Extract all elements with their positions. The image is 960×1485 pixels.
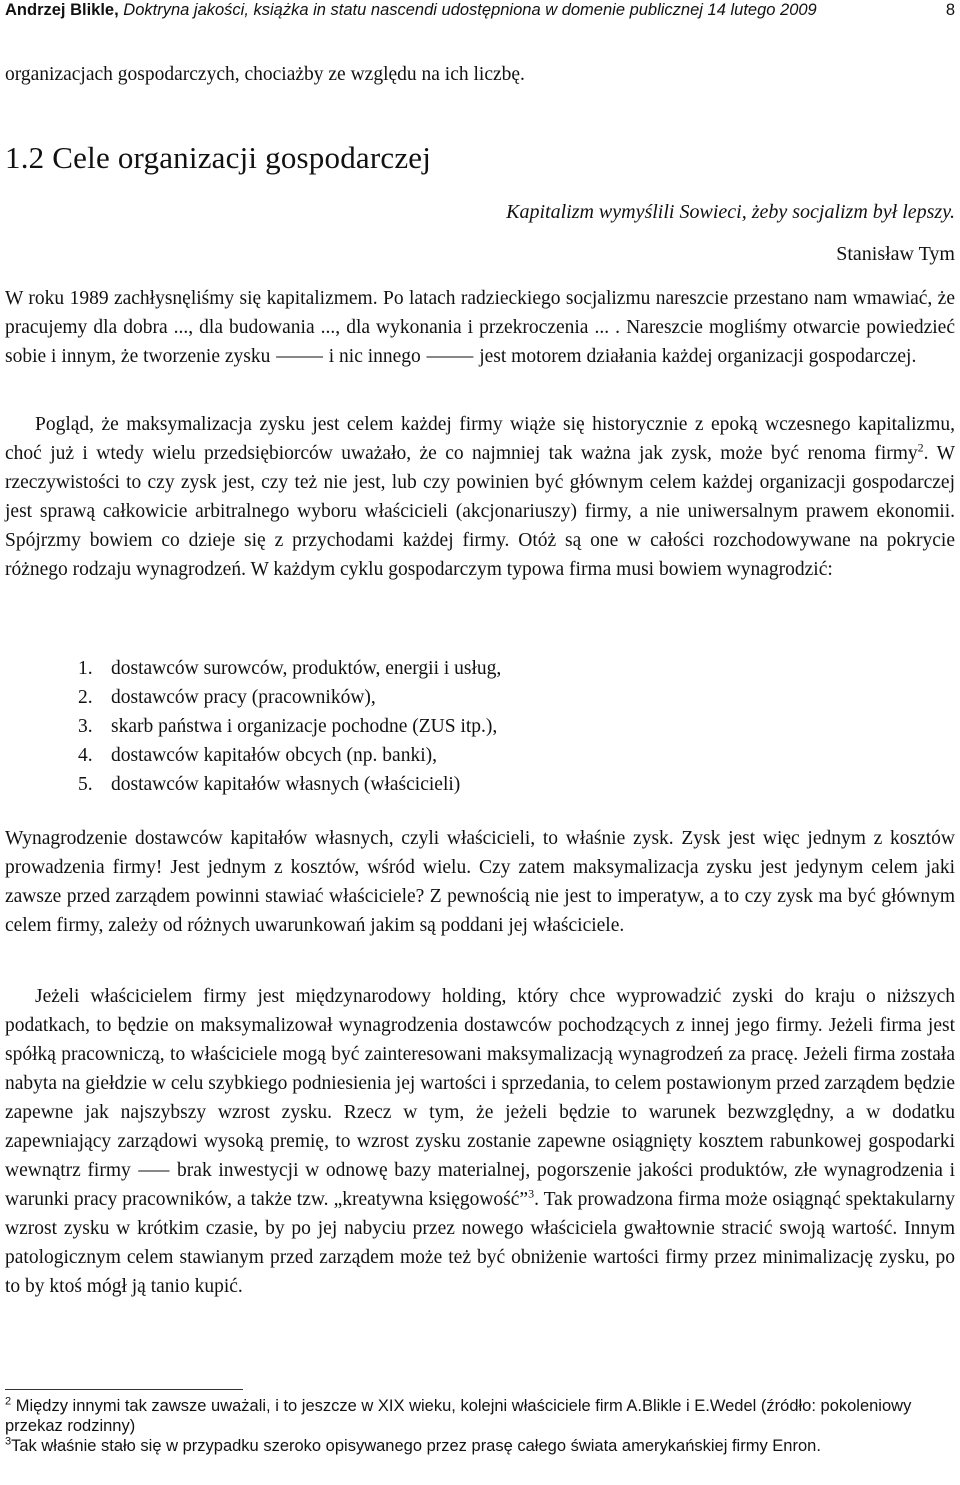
list-item <box>78 683 501 712</box>
footnote-text: Tak właśnie stało się w przypadku szeroko opisywanego przez prasę całego świata amerykańskiej firmy Enron. <box>11 1437 821 1455</box>
footnote-marker: 2 <box>5 1395 12 1408</box>
epigraph <box>5 198 955 269</box>
page-number: 8 <box>945 1 955 19</box>
footnote-separator <box>5 1389 243 1390</box>
list-item <box>78 770 501 799</box>
list-item-number: 4. <box>78 745 93 766</box>
header-author: Andrzej Blikle, <box>5 1 119 19</box>
list-item-text: dostawców surowców, produktów, energii i usług, <box>111 658 502 679</box>
footnote-ref-3[interactable]: 3 <box>528 1186 535 1201</box>
list-item-number: 2. <box>78 687 93 708</box>
footnote-marker: 3 <box>5 1435 12 1448</box>
paragraph-2 <box>5 410 955 584</box>
paragraph-4-text-b: . Tak prowadzona firma może osiągnąć spektakularny wzrost zysku w krótkim czasie, by po jej nabyciu przez nowego właściciela gwałtownie stracić swoją wartość. Innym patologicznym celem stawianym przed zarządem może też być obniżenie wartości firmy przez minimalizację zysku, po to by ktoś mógł ją tanio kupić. <box>5 1189 955 1297</box>
list-item <box>78 654 501 683</box>
section-heading: 1.2 Cele organizacji gospodarczej <box>5 140 432 175</box>
paragraph-1: W roku 1989 zachłysnęliśmy się kapitalizmem. Po latach radzieckiego socjalizmu nareszcie przestano nam wmawiać, że pracujemy dla dobra ..., dla budowania ..., dla wykonania i przekroczenia ... . Nareszcie mogliśmy otwarcie powiedzieć sobie i innym, że tworzenie zysku ⸻ i nic innego ⸻ jest motorem działania każdej organizacji gospodarczej. <box>5 288 955 367</box>
footnote-text: Między innymi tak zawsze uważali, i to jeszcze w XIX wieku, kolejni właściciele firm A.Blikle i E.Wedel (źródło: pokoleniowy przekaz rodzinny) <box>5 1397 912 1435</box>
epigraph-quote: Kapitalizm wymyślili Sowieci, żeby socjalizm był lepszy. <box>506 201 955 223</box>
list-item-text: dostawców pracy (pracowników), <box>111 687 376 708</box>
list-item-number: 5. <box>78 774 93 795</box>
footnotes <box>5 1396 955 1456</box>
footnote-ref-2[interactable]: 2 <box>917 440 924 455</box>
paragraph-4 <box>5 982 955 1301</box>
list-item-text: dostawców kapitałów obcych (np. banki), <box>111 745 437 766</box>
list-item <box>78 741 501 770</box>
remuneration-list <box>78 654 501 799</box>
epigraph-author: Stanisław Tym <box>836 243 955 265</box>
paragraph-4-text-a: Jeżeli właścicielem firmy jest międzynarodowy holding, który chce wyprowadzić zyski do kraju o niższych podatkach, to będzie on maksymalizował wynagrodzenia dostawców pochodzących z innej jego firmy. Jeżeli firma jest spółką pracowniczą, to właściciele mogą być zainteresowani maksymalizacją wynagrodzeń za pracę. Jeżeli firma została nabyta na giełdzie w celu szybkiego podniesienia jej wartości i sprzedania, to celem postawionym przed zarządem będzie zapewne jak najszybszy wzrost zysku. Rzecz w tym, że jeżeli będzie to warunek bezwzględny, a w dodatku zapewniający zarządowi wysoką premię, to wzrost zysku zostanie zapewne osiągnięty kosztem rabunkowej gospodarki wewnątrz firmy ⸺ brak inwestycji w odnowę bazy materialnej, pogorszenie jakości produktów, złe wynagrodzenia i warunki pracy pracowników, a także tzw. „kreatywna księgowość” <box>5 986 955 1210</box>
list-item-number: 1. <box>78 658 93 679</box>
list-item-text: dostawców kapitałów własnych (właścicieli) <box>111 774 461 795</box>
footnote-2 <box>5 1396 955 1436</box>
header-title: Doktryna jakości, książka in statu nascendi udostępniona w domenie publicznej 14 lutego 2009 <box>123 1 817 19</box>
paragraph-2-text-a: Pogląd, że maksymalizacja zysku jest celem każdej firmy wiąże się historycznie z epoką wczesnego kapitalizmu, choć już i wtedy wielu przedsiębiorców uważało, że co najmniej tak ważna jak zysk, może być renoma firmy <box>5 414 955 464</box>
paragraph-3: Wynagrodzenie dostawców kapitałów własnych, czyli właścicieli, to właśnie zysk. Zysk jest więc jednym z kosztów prowadzenia firmy! Jest jednym z kosztów, wśród wielu. Czy zatem maksymalizacja zysku jest jedynym celem jaki zawsze przed zarządem powinni stawiać właściciele? Z pewnością nie jest to imperatyw, a to czy zysk ma być głównym celem firmy, zależy od różnych uwarunkowań jakim są poddani jej właściciele. <box>5 828 955 936</box>
intro-continuation: organizacjach gospodarczych, chociażby ze względu na ich liczbę. <box>5 64 525 85</box>
paragraph-2-text-b: . W rzeczywistości to czy zysk jest, czy też nie jest, lub czy powinien być głównym celem każdej organizacji gospodarczej jest sprawą całkowicie arbitralnego wyboru właścicieli (akcjonariuszy) firmy, a nie uniwersalnym prawem ekonomii. Spójrzmy bowiem co dzieje się z przychodami każdej firmy. Otóż są one w całości rozchodowywane na pokrycie różnego rodzaju wynagrodzeń. W każdym cyklu gospodarczym typowa firma musi bowiem wynagrodzić: <box>5 443 955 580</box>
list-item-number: 3. <box>78 716 93 737</box>
list-item-text: skarb państwa i organizacje pochodne (ZUS itp.), <box>111 716 498 737</box>
running-header <box>5 0 955 20</box>
footnote-3 <box>5 1436 955 1456</box>
list-item <box>78 712 501 741</box>
